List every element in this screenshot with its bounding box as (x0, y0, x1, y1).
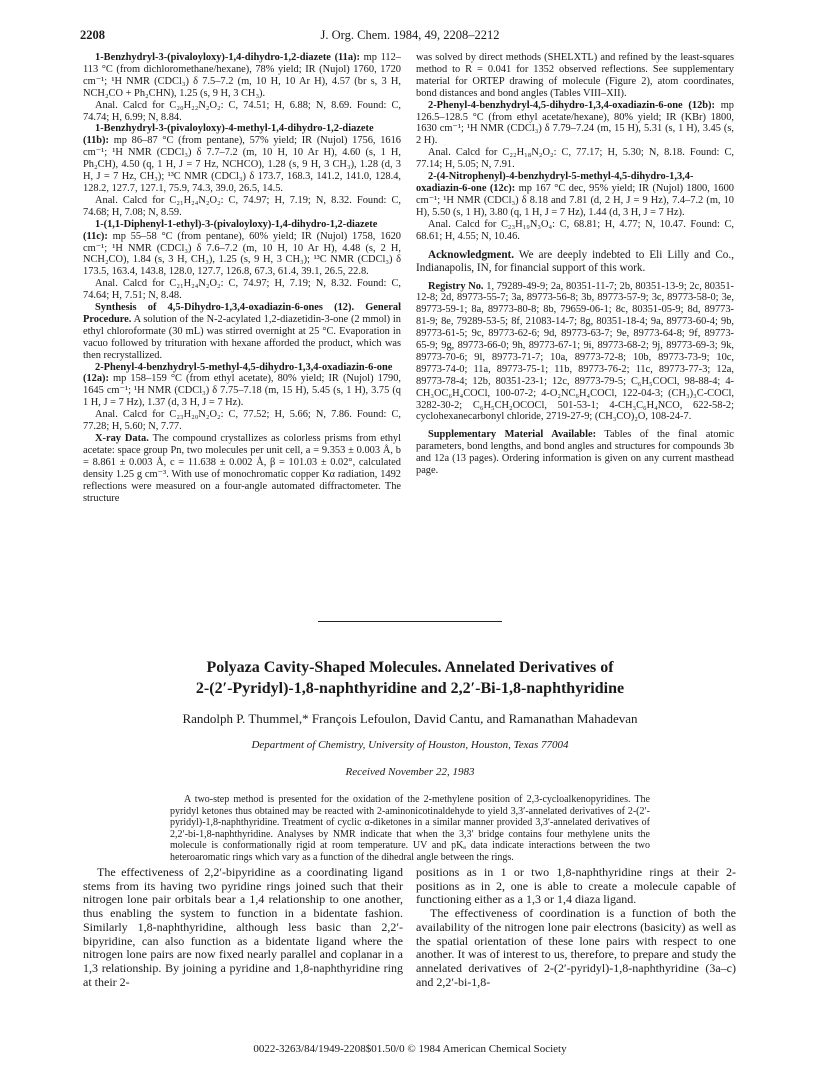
registry-paragraph (416, 281, 734, 424)
experimental-paragraph (83, 195, 401, 219)
experimental-paragraph (83, 409, 401, 433)
body-paragraph: positions as in 1 or two 1,8-naphthyridine rings at their 2-positions as in 2, one is able to create a molecule capable of functioning either as a 1,3 or 1,4 diaza ligand. (416, 865, 736, 907)
paragraph-text: Anal. Calcd for C₂₁H₂₄N₂O₂: C, 74.97; H, 7.19; N, 8.32. Found: C, 74.64; H, 7.51; N, 8.48. (83, 278, 401, 302)
acknowledgment-paragraph (416, 249, 734, 275)
compound-heading: 1-Benzhydryl-3-(pivaloyloxy)-1,4-dihydro-1,2-diazete (11a): (95, 52, 360, 63)
body-paragraph: The effectiveness of coordination is a function of both the availability of the nitrogen lone pair electrons (basicity) as well as the spatial orientation of these lone pairs with respect to one another. It was of interest to us, therefore, to prepare and study the annelated derivatives of 2-(2′-pyridyl)-1,8-naphthyridine (3a–c) and 2,2′-bi-1,8- (416, 906, 736, 989)
article-affiliation: Department of Chemistry, University of Houston, Houston, Texas 77004 (251, 739, 569, 751)
paragraph-text: Anal. Calcd for C₂₁H₂₄N₂O₂: C, 74.97; H, 7.19; N, 8.32. Found: C, 74.68; H, 7.08; N, 8.59. (83, 194, 401, 218)
article-title (60, 657, 760, 699)
page-header (80, 28, 740, 46)
article-title-line-2: 2-(2′-Pyridyl)-1,8-naphthyridine and 2,2′-Bi-1,8-naphthyridine (195, 680, 625, 697)
experimental-continued (416, 52, 734, 243)
page-footer: 0022-3263/84/1949-2208$01.50/0 © 1984 American Chemical Society (253, 1043, 567, 1055)
paragraph-text: mp 112–113 °C (from dichloromethane/hexane), 78% yield; IR (Nujol) 1760, 1720 cm⁻¹; ¹H NMR (CDCl₃) δ 7.5–7.2 (m, 10 H, 10 Ar H), 4.57 (br s, 3 H, NCH₂CO + Ph₂CHN), 1.25 (s, 9 H, 3 CH₃). (83, 52, 401, 99)
experimental-paragraph (83, 52, 401, 100)
experimental-paragraph (83, 123, 401, 194)
experimental-paragraph (416, 171, 734, 219)
left-text-column (83, 52, 401, 504)
compound-heading: Synthesis of 4,5-Dihydro-1,3,4-oxadiazin-6-ones (12). General Procedure. (83, 302, 401, 325)
body-left-column (83, 866, 403, 989)
paragraph-text: Anal. Calcd for C₂₂H₁₈N₂O₂: C, 77.17; H, 5.30; N, 8.18. Found: C, 77.14; H, 5.05; N, 7.91. (416, 147, 734, 171)
experimental-paragraph (83, 100, 401, 124)
experimental-paragraph (83, 302, 401, 362)
experimental-paragraph (416, 100, 734, 148)
paragraph-text: Anal. Calcd for C₂₃H₁₉N₃O₄: C, 68.81; H, 4.77; N, 10.47. Found: C, 68.61; H, 4.55; N, 10.46. (416, 218, 734, 242)
experimental-paragraph (83, 362, 401, 410)
received-date: Received November 22, 1983 (345, 766, 475, 778)
compound-heading: 2-Phenyl-4-benzhydryl-5-methyl-4,5-dihydro-1,3,4-oxadiazin-6-one (12a): (83, 361, 393, 385)
acknowledgment-text: We are deeply indebted to Eli Lilly and Co., Indianapolis, IN, for financial support of this work. (416, 248, 734, 274)
paragraph-text: Anal. Calcd for C₂₀H₂₂N₂O₂: C, 74.51; H, 6.88; N, 8.69. Found: C, 74.74; H, 6.99; N, 8.84. (83, 99, 401, 123)
paragraph-text: mp 167 °C dec, 95% yield; IR (Nujol) 1800, 1600 cm⁻¹; ¹H NMR (CDCl₃) δ 8.18 and 7.81 (d, 2 H, J = 9 Hz), 7.4–7.2 (m, 10 H), 5.50 (s, 1 H), 3.80 (q, 1 H, J = 7 Hz), 1.44 (d, 3 H, J = 7 Hz). (416, 182, 734, 218)
paragraph-text: Anal. Calcd for C₂₃H₂₀N₂O₂: C, 77.52; H, 5.66; N, 7.86. Found: C, 77.28; H, 5.60; N, 7.77. (83, 409, 401, 433)
journal-citation: J. Org. Chem. 1984, 49, 2208–2212 (320, 28, 500, 42)
body-paragraph: The effectiveness of 2,2′-bipyridine as a coordinating ligand stems from its having two pyridine rings joined such that their nitrogen lone pair orbitals bear a 1,4 relationship to one another, thus enabling the system to function in a bidentate fashion. Similarly 1,8-naphthyridine, although less basic than 2,2′-bipyridine, can also function as a bidentate ligand where the nitrogen lone pairs are now fixed nearly parallel and coplanar in a 1,3 relationship. By joining a pyridine and 1,8-naphthyridine ring at their 2- (83, 865, 403, 989)
paragraph-text: mp 158–159 °C (from ethyl acetate), 80% yield; IR (Nujol) 1790, 1645 cm⁻¹; ¹H NMR (CDCl₃) δ 7.75–7.18 (m, 15 H), 5.45 (s, 1 H), 3.75 (q 1 H, J = 7 Hz), 1.37 (d, 3 H, J = 7 Hz). (83, 373, 401, 409)
article-abstract: A two-step method is presented for the oxidation of the 2-methylene position of 2,3-cycloalkenopyridines. The pyridyl ketones thus obtained may be reacted with 2-aminonicotinaldehyde to yield 3,3′-annelated derivatives of 2-(2′-pyridyl)-1,8-naphthyridine. Treatment of cyclic α-diketones in a similar manner provided 3,3′-annelated derivatives of 2,2′-bi-1,8-naphthyridine. Analyses by NMR indicate that when the 3,3′ bridge contains four methylene units the molecule is conformationally rigid at room temperature. UV and pKₐ data indicate interactions between the two heteroaromatic rings which vary as a function of the dihedral angle between the rings. (170, 794, 650, 863)
page-number: 2208 (80, 28, 105, 42)
right-text-column (416, 52, 734, 477)
experimental-paragraph (83, 219, 401, 279)
paragraph-text: mp 126.5–128.5 °C (from ethyl acetate/hexane), 80% yield; IR (KBr) 1800, 1630 cm⁻¹; ¹H NMR (CDCl₃) δ 7.79–7.24 (m, 15 H), 5.31 (s, 1 H), 3.45 (s, 2 H). (416, 99, 734, 147)
paragraph-text: The compound crystallizes as colorless prisms from ethyl acetate: space group Pn, two molecules per unit cell, a = 9.353 ± 0.003 Å, b = 8.861 ± 0.003 Å, c = 11.638 ± 0.002 Å, β = 101.03 ± 0.02°, calculated density 1.25 g cm⁻³. With use of monochromatic copper Kα radiation, 1492 reflections were measured on a four-angle automated diffractometer. The structure (83, 433, 401, 504)
article-authors: Randolph P. Thummel,* François Lefoulon, David Cantu, and Ramanathan Mahadevan (182, 711, 638, 726)
paragraph-text: mp 86–87 °C (from pentane), 57% yield; IR (Nujol) 1756, 1616 cm⁻¹; ¹H NMR (CDCl₃) δ 7.7–7.2 (m, 10 H, 10 Ar H), 4.60 (s, 1 H, Ph₂CH), 4.50 (q, 1 H, J = 7 Hz, NCHCO), 1.28 (s, 9 H, 3 CH₃), 1.28 (d, 3 H, J = 7 Hz, CH₃); ¹³C NMR (CDCl₃) δ 173.7, 168.3, 141.2, 141.0, 128.4, 128.2, 127.7, 127.1, 75.9, 74.3, 39.0, 26.5, 14.5. (83, 135, 401, 194)
supplementary-text: Tables of the final atomic parameters, bond lengths, and bond angles and structures for compounds 3b and 12a (13 pages). Ordering information is given on any current masthead page. (416, 429, 735, 477)
supplementary-heading: Supplementary Material Available: (428, 429, 597, 441)
experimental-paragraph (83, 278, 401, 302)
article-title-line-1: Polyaza Cavity-Shaped Molecules. Annelated Derivatives of (206, 659, 614, 676)
acknowledgment-heading: Acknowledgment. (428, 248, 515, 261)
paragraph-text: A solution of the N-2-acylated 1,2-diazetidin-3-one (2 mmol) in ethyl chloroformate (30 mL) was stirred overnight at 25 °C. Evaporation in vacuo followed by trituration with hexane afforded the product, which was then recrystallized. (83, 313, 401, 361)
registry-text: 1, 79289-49-9; 2a, 80351-11-7; 2b, 80351-13-9; 2c, 80351-12-8; 2d, 89773-55-7; 3a, 89773-56-8; 3b, 89773-57-9; 3c, 89773-58-0; 3e, 89773-59-1; 8a, 89773-80-8; 8b, 79659-06-1; 8c, 80351-05-9; 8d, 89773-81-9; 8e, 79289-53-5; 8f, 21083-14-7; 8g, 80351-18-4; 9a, 89773-60-4; 9b, 89773-61-5; 9c, 89773-62-6; 9d, 89773-63-7; 9e, 89773-64-8; 9f, 89773-65-9; 9g, 89773-66-0; 9h, 89773-67-1; 9i, 89773-68-2; 9j, 89773-69-3; 9k, 89773-70-6; 9l, 89773-71-7; 10a, 89773-72-8; 10b, 89773-73-9; 10c, 89773-74-0; 11a, 89773-75-1; 11b, 89773-76-2; 11c, 89773-77-3; 12a, 89773-78-4; 12b, 80351-23-1; 12c, 89773-79-5; C₆H₅COCl, 98-88-4; 4-CH₃OC₆H₄COCl, 100-07-2; 4-O₂NC₆H₄COCl, 122-04-3; (CH₃)₃C-COCl, 3282-30-2; C₆H₅CH₂OCOCl, 501-53-1; 4-CH₃C₆H₄NCO, 622-58-2; cyclohexanecarbonyl chloride, 2719-27-9; (CH₃CO)₂O, 108-24-7. (416, 280, 734, 423)
compound-heading: X-ray Data. (95, 433, 149, 444)
experimental-paragraph (83, 433, 401, 504)
compound-heading: 2-Phenyl-4-benzhydryl-4,5-dihydro-1,3,4-oxadiazin-6-one (12b): (428, 99, 715, 111)
experimental-paragraph (416, 147, 734, 171)
compound-heading: 2-(4-Nitrophenyl)-4-benzhydryl-5-methyl-4,5-dihydro-1,3,4-oxadiazin-6-one (12c): (416, 171, 694, 194)
compound-heading: 1-(1,1-Diphenyl-1-ethyl)-3-(pivaloyloxy)-1,4-dihydro-1,2-diazete (11c): (83, 218, 378, 242)
registry-heading: Registry No. (428, 280, 484, 292)
paragraph-text: was solved by direct methods (SHELXTL) and refined by the least-squares method to R = 0.041 for 1352 observed reflections. See supplementary material for ORTEP drawing of molecule (Figure 2), atom coordinates, bond distances and bond angles (Tables VIII–XII). (416, 52, 734, 99)
body-right-column (416, 866, 736, 989)
compound-heading: 1-Benzhydryl-3-(pivaloyloxy)-4-methyl-1,4-dihydro-1,2-diazete (11b): (83, 123, 374, 147)
experimental-paragraph (416, 52, 734, 100)
paragraph-text: mp 55–58 °C (from pentane), 60% yield; IR (Nujol) 1758, 1620 cm⁻¹; ¹H NMR (CDCl₃) δ 7.6–7.2 (m, 10 H, 10 Ar H), 4.48 (s, 2 H, NCH₂CO), 1.84 (s, 3 H, CH₃), 1.25 (s, 9 H, 3 CH₃); ¹³C NMR (CDCl₃) δ 173.5, 163.4, 143.8, 128.0, 127.7, 126.8, 67.3, 61.4, 39.1, 26.5, 22.8. (83, 230, 401, 278)
section-divider (318, 621, 502, 622)
experimental-paragraph (416, 219, 734, 243)
supplementary-paragraph (416, 429, 734, 477)
